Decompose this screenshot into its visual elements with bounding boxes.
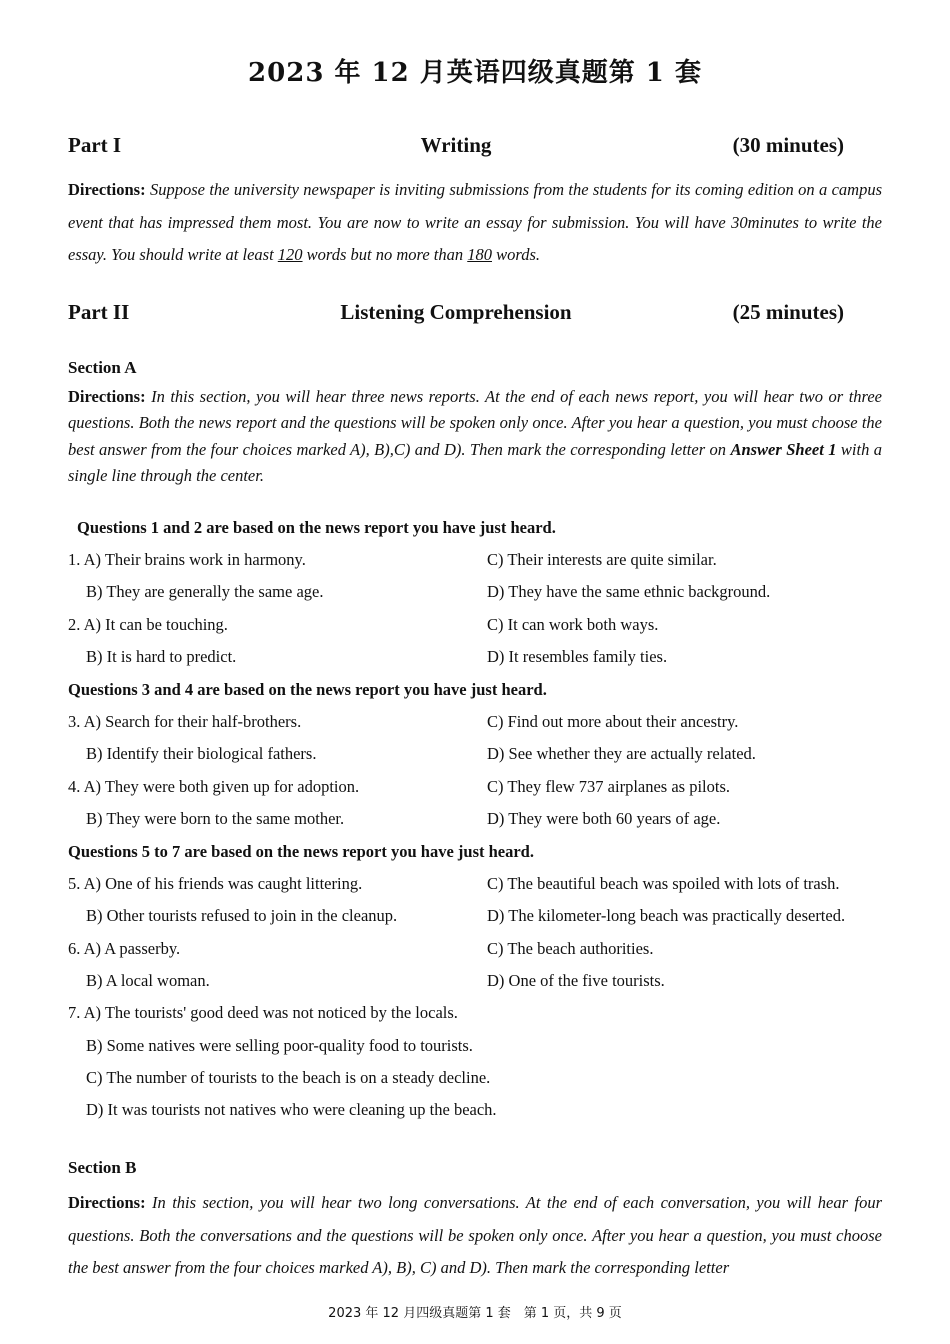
q1-option-a: 1. A) Their brains work in harmony. <box>68 550 306 569</box>
q2-option-c: C) It can work both ways. <box>487 615 659 634</box>
q2-option-a: 2. A) It can be touching. <box>68 615 228 634</box>
part1-title: Writing <box>420 133 492 157</box>
q4-option-b: B) They were born to the same mother. <box>86 809 345 828</box>
page-title: 2023 年 12 月英语四级真题第 1 套 <box>248 58 702 88</box>
q7-option-b: B) Some natives were selling poor-quality food to tourists. <box>86 1036 473 1055</box>
part1-number: Part I <box>68 133 122 157</box>
section-b-directions: Directions: In this section, you will hear two long conversations. At the end of each conversation, you will hear four questions. Both the conversations and the questions will be spoken only once. After you hear a question, you must choose the best answer from the four choices marked A), B), C) and D). Then mark the corresponding letter <box>68 1193 882 1277</box>
q5-option-b: B) Other tourists refused to join in the cleanup. <box>86 906 398 925</box>
q7-option-d: D) It was tourists not natives who were cleaning up the beach. <box>86 1100 497 1119</box>
q7-option-a: 7. A) The tourists' good deed was not noticed by the locals. <box>68 1003 458 1022</box>
max-words: 180 <box>467 245 492 264</box>
min-words: 120 <box>277 245 303 264</box>
q1-option-b: B) They are generally the same age. <box>86 582 324 601</box>
q6-option-c: C) The beach authorities. <box>487 939 654 958</box>
q5-option-c: C) The beautiful beach was spoiled with lots of trash. <box>487 874 840 893</box>
section-b-heading: Section B <box>68 1158 137 1177</box>
q7-option-c: C) The number of tourists to the beach is on a steady decline. <box>86 1068 491 1087</box>
page-footer: 2023 年 12 月四级真题第 1 套 第 1 页，共 9 页 <box>328 1306 622 1321</box>
section-a-directions: Directions: In this section, you will hear three news reports. At the end of each news report, you will hear two or three questions. Both the news report and the questions will be spoken only once. After you hear a question, you must choose the best answer from the four choices marked A), B),C) and D). Then mark the corresponding letter on Answer Sheet 1 with a single line through the center. <box>68 387 882 485</box>
q1-option-d: D) They have the same ethnic background. <box>487 582 771 601</box>
q6-option-d: D) One of the five tourists. <box>487 971 665 990</box>
q5-option-a: 5. A) One of his friends was caught littering. <box>68 874 363 893</box>
q3-option-b: B) Identify their biological fathers. <box>86 744 317 763</box>
q6-option-b: B) A local woman. <box>86 971 210 990</box>
part1-time: (30 minutes) <box>732 133 844 157</box>
part1-directions <box>68 174 882 272</box>
directions-text: Suppose the university newspaper is inviting submissions from the students for its coming edition on a campus event that has impressed them most. You are now to write an essay for submission. You will have 30minutes to write the essay. You should write at least 120 words but no more than 180 words. <box>68 180 882 264</box>
q4-option-c: C) They flew 737 airplanes as pilots. <box>487 777 731 796</box>
part1-header <box>68 133 844 159</box>
q3-option-d: D) See whether they are actually related. <box>487 744 756 763</box>
q2-option-b: B) It is hard to predict. <box>86 647 237 666</box>
q1-option-c: C) Their interests are quite similar. <box>487 550 717 569</box>
answer-sheet-label: Answer Sheet 1 <box>730 439 837 459</box>
directions-label: Directions: <box>68 180 146 199</box>
q3-option-c: C) Find out more about their ancestry. <box>487 712 739 731</box>
q5-option-d: D) The kilometer-long beach was practically deserted. <box>487 906 846 925</box>
section-a-heading: Section A <box>68 358 137 377</box>
part2-time: (25 minutes) <box>732 300 844 324</box>
q3-option-a: 3. A) Search for their half-brothers. <box>68 712 302 731</box>
part2-header <box>68 300 844 326</box>
q4-option-a: 4. A) They were both given up for adoption. <box>68 777 360 796</box>
part2-title: Listening Comprehension <box>340 300 572 324</box>
q4-option-d: D) They were both 60 years of age. <box>487 809 721 828</box>
question-group-heading: Questions 1 and 2 are based on the news report you have just heard. <box>77 518 556 537</box>
q6-option-a: 6. A) A passerby. <box>68 939 181 958</box>
q2-option-d: D) It resembles family ties. <box>487 647 668 666</box>
part2-number: Part II <box>68 300 130 324</box>
question-group-heading: Questions 3 and 4 are based on the news report you have just heard. <box>68 680 547 699</box>
question-group-heading: Questions 5 to 7 are based on the news report you have just heard. <box>68 842 534 861</box>
